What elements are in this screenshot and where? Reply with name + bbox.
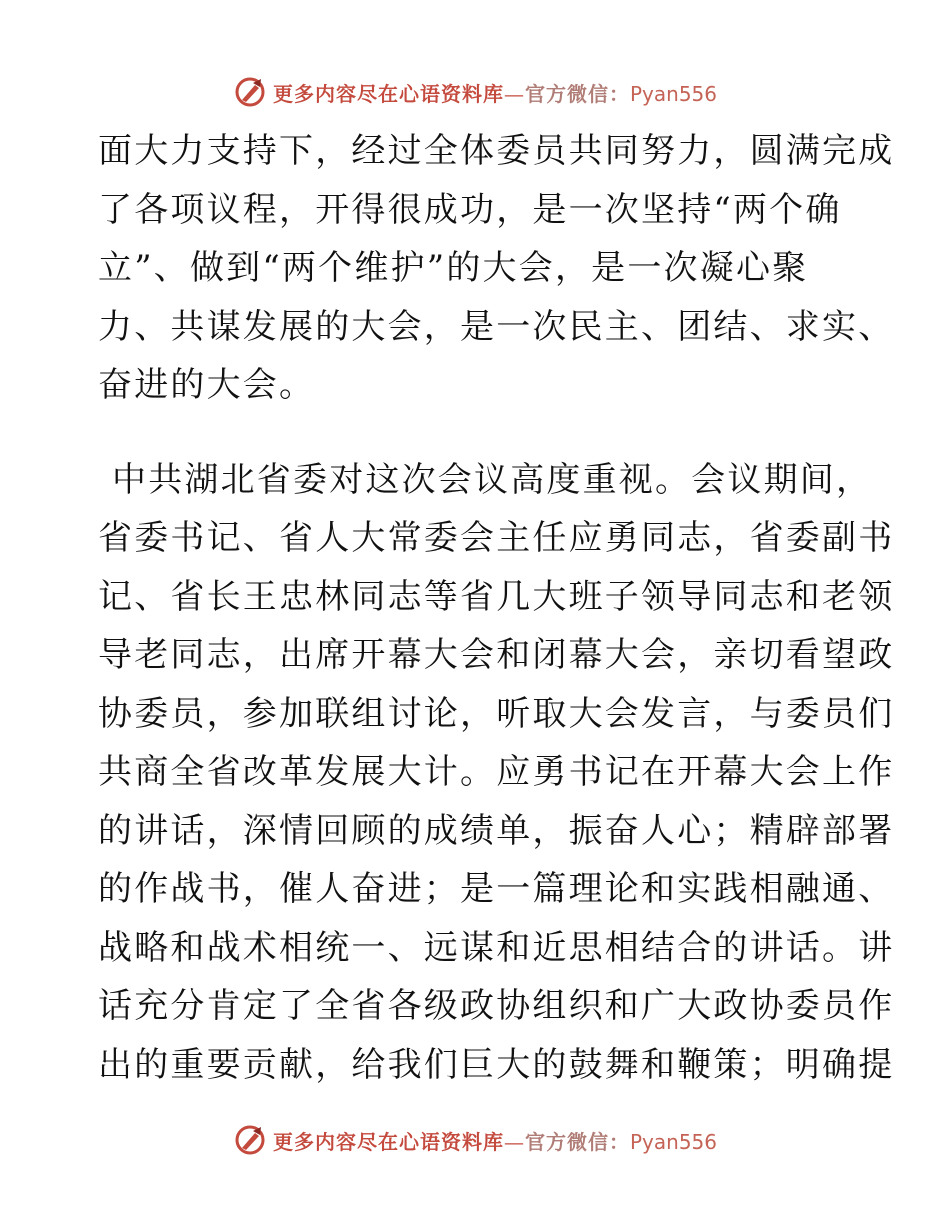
pen-circle-logo-icon [233, 75, 267, 109]
text-line: 立”、做到“两个维护”的大会，是一次凝心聚 [98, 248, 809, 288]
text-line: 的作战书，催人奋进；是一篇理论和实践相融通、 [98, 869, 895, 909]
paragraph-2 [98, 451, 895, 1095]
watermark-separator: — [503, 1129, 525, 1154]
watermark-wechat-id: Pyan556 [629, 81, 717, 106]
text-line: 中共湖北省委对这次会议高度重视。会议期间， [112, 459, 873, 500]
watermark-wechat-id: Pyan556 [629, 1129, 717, 1154]
text-line: 了各项议程，开得很成功，是一次坚持“两个确 [98, 189, 842, 230]
text-line: 力、共谋发展的大会，是一次民主、团结、求实、 [98, 306, 895, 347]
text-line: 奋进的大会。 [98, 365, 316, 405]
document-body [98, 122, 895, 1094]
text-line: 记、省长王忠林同志等省几大班子领导同志和老领 [98, 576, 895, 617]
text-line: 战略和战术相统一、远谋和近思相结合的讲话。讲 [98, 927, 895, 968]
watermark-wechat-label: 官方微信： [524, 1129, 630, 1154]
text-line: 出的重要贡献，给我们巨大的鼓舞和鞭策；明确提 [98, 1044, 895, 1085]
watermark-brand: 更多内容尽在心语资料库 [272, 81, 504, 106]
watermark-brand: 更多内容尽在心语资料库 [272, 1129, 504, 1154]
watermark-wechat-label: 官方微信： [524, 81, 630, 106]
text-line: 协委员，参加联组讨论，听取大会发言，与委员们 [98, 693, 895, 734]
paragraph-1 [98, 122, 895, 415]
text-line: 面大力支持下，经过全体委员共同努力，圆满完成 [98, 131, 895, 171]
header-watermark [0, 72, 950, 112]
footer-watermark [0, 1120, 950, 1160]
pen-circle-logo-icon [233, 1123, 267, 1157]
text-line: 共商全省改革发展大计。应勇书记在开幕大会上作 [98, 752, 895, 792]
text-line: 的讲话，深情回顾的成绩单，振奋人心；精辟部署 [98, 810, 895, 851]
text-line: 导老同志，出席开幕大会和闭幕大会，亲切看望政 [98, 635, 895, 675]
text-line: 省委书记、省人大常委会主任应勇同志，省委副书 [98, 518, 895, 558]
text-line: 话充分肯定了全省各级政协组织和广大政协委员作 [98, 986, 895, 1026]
paragraph-gap [98, 415, 858, 451]
watermark-separator: — [503, 81, 525, 106]
